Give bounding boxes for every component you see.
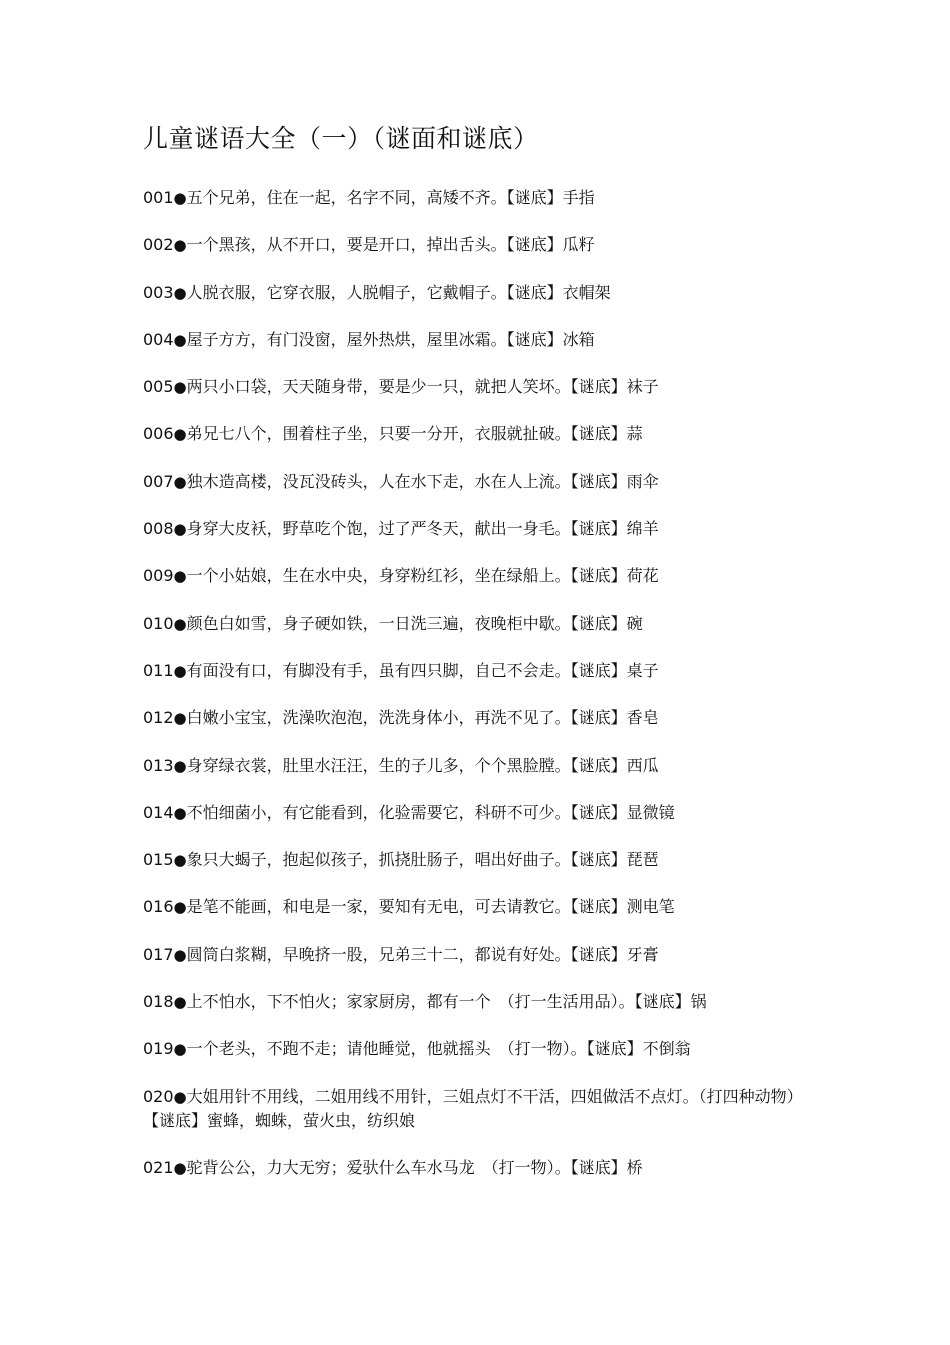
riddle-question: 一个小姑娘，生在水中央，身穿粉红衫，坐在绿船上。: [186, 566, 571, 586]
riddle-number: 002: [143, 235, 174, 255]
riddle-answer: 香皂: [626, 708, 659, 728]
riddle-number: 015: [143, 850, 174, 870]
answer-label: 【谜底】: [506, 329, 563, 349]
bullet-icon: ●: [173, 1040, 187, 1059]
answer-label: 【谜底】: [570, 802, 627, 822]
answer-label: 【谜底】: [570, 708, 627, 728]
riddle-question: 有面没有口，有脚没有手，虽有四只脚，自己不会走。: [186, 660, 571, 680]
riddle-question: 大姐用针不用线，二姐用线不用针，三姐点灯不干活，四姐做活不点灯。（打四种动物）: [186, 1086, 803, 1106]
bullet-icon: ●: [173, 283, 187, 302]
riddle-answer: 荷花: [626, 566, 659, 586]
answer-label: 【谜底】: [570, 755, 627, 775]
answer-label: 【谜底】: [570, 897, 627, 917]
answer-label: 【谜底】: [570, 566, 627, 586]
riddle-item: [143, 517, 808, 541]
riddle-number: 013: [143, 755, 174, 775]
riddle-answer: 瓜籽: [562, 235, 595, 255]
riddle-question: 圆筒白浆糊，早晚挤一股，兄弟三十二，都说有好处。: [186, 944, 571, 964]
riddle-question: 不怕细菌小，有它能看到，化验需要它，科研不可少。: [186, 802, 571, 822]
riddle-answer: 袜子: [626, 377, 659, 397]
riddle-item: [143, 1037, 808, 1061]
riddle-list: [143, 186, 808, 1203]
riddle-number: 001: [143, 188, 174, 207]
bullet-icon: ●: [173, 330, 187, 349]
riddle-item: [143, 612, 808, 636]
riddle-item: [143, 422, 808, 446]
riddle-item: [143, 848, 808, 872]
bullet-icon: ●: [173, 898, 187, 917]
riddle-item: [143, 706, 808, 730]
riddle-answer: 冰箱: [562, 329, 595, 349]
riddle-number: 009: [143, 566, 174, 586]
bullet-icon: ●: [173, 803, 187, 822]
answer-label: 【谜底】: [586, 1039, 643, 1059]
bullet-icon: ●: [173, 756, 187, 775]
bullet-icon: ●: [173, 378, 187, 397]
riddle-item: [143, 328, 808, 352]
riddle-answer: 蜜蜂，蜘蛛，萤火虫，纺织娘: [207, 1110, 416, 1130]
answer-label: 【谜底】: [506, 235, 563, 255]
bullet-icon: ●: [173, 993, 187, 1012]
bullet-icon: ●: [173, 945, 187, 964]
riddle-number: 021: [143, 1157, 174, 1177]
riddle-question: 独木造高楼，没瓦没砖头，人在水下走，水在人上流。: [186, 471, 571, 491]
riddle-answer: 衣帽架: [562, 282, 611, 302]
riddle-question: 一个黑孩，从不开口，要是开口，掉出舌头。: [186, 235, 507, 255]
riddle-item: [143, 186, 808, 210]
riddle-answer: 绵羊: [626, 519, 659, 539]
riddle-item: [143, 801, 808, 825]
riddle-answer: 蒜: [626, 424, 643, 444]
riddle-answer: 雨伞: [626, 471, 659, 491]
riddle-item: [143, 233, 808, 257]
bullet-icon: ●: [173, 520, 187, 539]
answer-label: 【谜底】: [570, 850, 627, 870]
riddle-number: 011: [143, 660, 174, 680]
riddle-question: 两只小口袋，天天随身带，要是少一只，就把人笑坏。: [186, 377, 571, 397]
bullet-icon: ●: [173, 236, 187, 255]
answer-label: 【谜底】: [570, 944, 627, 964]
riddle-number: 004: [143, 329, 174, 349]
riddle-item: [143, 281, 808, 305]
riddle-item: [143, 1156, 808, 1180]
riddle-question: 人脱衣服，它穿衣服，人脱帽子，它戴帽子。: [186, 282, 507, 302]
riddle-question: 白嫩小宝宝，洗澡吹泡泡，洗洗身体小，再洗不见了。: [186, 708, 571, 728]
riddle-answer: 桌子: [626, 660, 659, 680]
bullet-icon: ●: [173, 614, 187, 633]
riddle-question: 屋子方方，有门没窗，屋外热烘，屋里冰霜。: [186, 329, 507, 349]
riddle-answer: 显微镜: [626, 802, 675, 822]
riddle-number: 018: [143, 992, 174, 1012]
riddle-question: 五个兄弟，住在一起，名字不同，高矮不齐。: [186, 188, 507, 207]
riddle-number: 003: [143, 282, 174, 302]
riddle-item: [143, 659, 808, 683]
riddle-item: [143, 1085, 808, 1133]
riddle-item: [143, 943, 808, 967]
answer-label: 【谜底】: [143, 1110, 208, 1130]
riddle-number: 006: [143, 424, 174, 444]
bullet-icon: ●: [173, 425, 187, 444]
bullet-icon: ●: [173, 472, 187, 491]
document-title: 儿童谜语大全（一）（谜面和谜底）: [143, 124, 539, 153]
riddle-number: 016: [143, 897, 174, 917]
answer-label: 【谜底】: [570, 424, 627, 444]
riddle-answer: 西瓜: [626, 755, 659, 775]
riddle-number: 008: [143, 519, 174, 539]
answer-label: 【谜底】: [506, 282, 563, 302]
riddle-answer: 牙膏: [626, 944, 659, 964]
riddle-item: [143, 470, 808, 494]
riddle-answer: 锅: [690, 992, 707, 1012]
riddle-question: 上不怕水，下不怕火；家家厨房，都有一个 （打一生活用品）。: [186, 992, 635, 1012]
bullet-icon: ●: [173, 1158, 187, 1177]
riddle-question: 弟兄七八个，围着柱子坐，只要一分开，衣服就扯破。: [186, 424, 571, 444]
riddle-answer: 琵琶: [626, 850, 659, 870]
answer-label: 【谜底】: [570, 1157, 627, 1177]
answer-label: 【谜底】: [570, 377, 627, 397]
riddle-answer: 不倒翁: [642, 1039, 691, 1059]
riddle-number: 012: [143, 708, 174, 728]
riddle-item: [143, 375, 808, 399]
riddle-question: 一个老头，不跑不走；请他睡觉，他就摇头 （打一物）。: [186, 1039, 587, 1059]
answer-label: 【谜底】: [570, 660, 627, 680]
riddle-question: 象只大蝎子，抱起似孩子，抓挠肚肠子，唱出好曲子。: [186, 850, 571, 870]
riddle-item: [143, 754, 808, 778]
answer-label: 【谜底】: [570, 613, 627, 633]
answer-label: 【谜底】: [506, 188, 563, 207]
riddle-number: 019: [143, 1039, 174, 1059]
riddle-number: 017: [143, 944, 174, 964]
riddle-question: 身穿绿衣裳，肚里水汪汪，生的子儿多，个个黑脸膛。: [186, 755, 571, 775]
riddle-answer: 桥: [626, 1157, 643, 1177]
riddle-item: [143, 564, 808, 588]
bullet-icon: ●: [173, 189, 187, 207]
riddle-item: [143, 895, 808, 919]
riddle-question: 驼背公公，力大无穷；爱驮什么车水马龙 （打一物）。: [186, 1157, 571, 1177]
riddle-question: 身穿大皮袄，野草吃个饱，过了严冬天，献出一身毛。: [186, 519, 571, 539]
bullet-icon: ●: [173, 851, 187, 870]
bullet-icon: ●: [173, 661, 187, 680]
riddle-answer: 手指: [562, 188, 595, 207]
answer-label: 【谜底】: [634, 992, 691, 1012]
riddle-number: 005: [143, 377, 174, 397]
riddle-number: 020: [143, 1086, 174, 1106]
riddle-number: 010: [143, 613, 174, 633]
bullet-icon: ●: [173, 709, 187, 728]
riddle-number: 007: [143, 471, 174, 491]
answer-label: 【谜底】: [570, 471, 627, 491]
answer-label: 【谜底】: [570, 519, 627, 539]
riddle-item: [143, 990, 808, 1014]
bullet-icon: ●: [173, 1087, 187, 1106]
riddle-answer: 测电笔: [626, 897, 675, 917]
riddle-question: 是笔不能画，和电是一家，要知有无电，可去请教它。: [186, 897, 571, 917]
riddle-answer: 碗: [626, 613, 643, 633]
riddle-question: 颜色白如雪，身子硬如铁，一日洗三遍，夜晚柜中歇。: [186, 613, 571, 633]
bullet-icon: ●: [173, 567, 187, 586]
riddle-number: 014: [143, 802, 174, 822]
